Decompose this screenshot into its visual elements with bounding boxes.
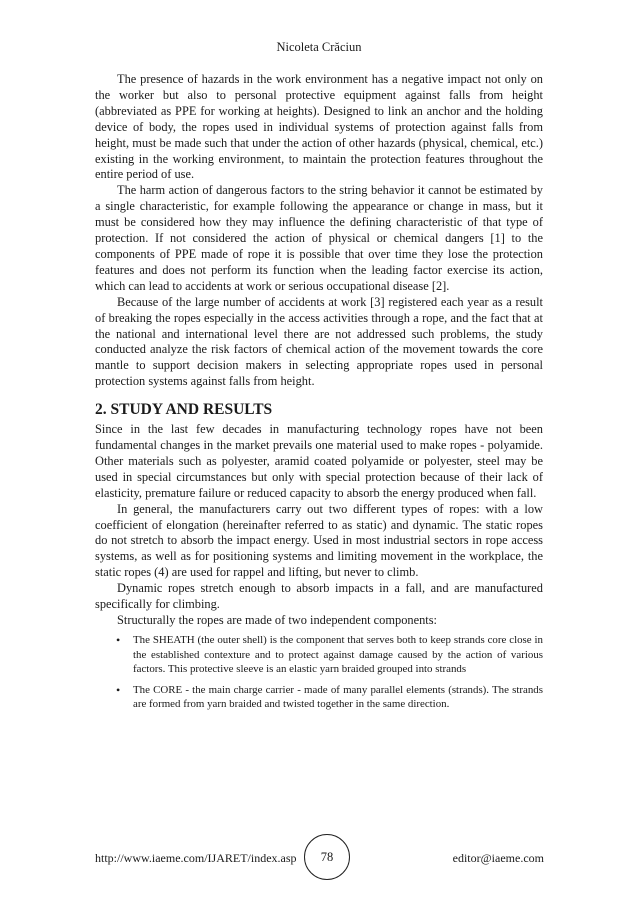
main-text xyxy=(95,72,543,718)
footer-email-link[interactable]: editor@iaeme.com xyxy=(452,851,544,865)
footer-url-link[interactable]: http://www.iaeme.com/IJARET/index.asp xyxy=(95,851,297,865)
page-number: 78 xyxy=(320,849,334,864)
bullet-item-sheath: • The SHEATH (the outer shell) is the component that serves both to keep strands core close in the established contexture and to protect against damage caused by the action of various factors. This protective sleeve is an elastic yarn braided grouped into strands xyxy=(133,633,543,677)
paragraph-intro-2: The harm action of dangerous factors to the string behavior it cannot be estimated by a single characteristic, for example following the appearance or change in mass, but it must be considered how they may influence the defining characteristic of that type of protection. If not considered the action of physical or chemical dangers [1] to the components of PPE made of rope it is possible that over time they lose the protection features and does not perform its function when the leading factor exercise its action, which can lead to accidents at work or serious occupational disease [2]. xyxy=(95,183,543,293)
paragraph-intro-1: The presence of hazards in the work environment has a negative impact not only on the worker but also to personal protective equipment against falls from height (abbreviated as PPE for working at heights). Designed to link an anchor and the holding device of body, the ropes used in individual systems of protection against falls from height, must be made such that under the action of other hazards (physical, chemical, etc.) existing in the working environment, to maintain the protection features throughout the entire period of use. xyxy=(95,72,543,182)
section-heading: 2. STUDY AND RESULTS xyxy=(95,401,273,419)
page-number-badge xyxy=(304,834,350,880)
paragraph-section-1: Since in the last few decades in manufacturing technology ropes have not been fundamental changes in the market prevails one material used to make ropes - polyamide. Other materials such as polyester, aramid coated polyamide or polyester, steel may be used in special circumstances but only with special protection because of their lack of elasticity, premature failure or reduced capacity to absorb the energy produced when fall. xyxy=(95,422,543,500)
paragraph-intro-3: Because of the large number of accidents at work [3] registered each year as a result of breaking the ropes especially in the access activities through a rope, and the fact that at the national and international level there are not addressed such problems, the study conducted analyze the risk factors of chemical action of the movement towards the core mantle to support decision makers in selecting appropriate ropes used in personal protection systems against falls from height. xyxy=(95,294,543,389)
paragraph-section-3: Dynamic ropes stretch enough to absorb impacts in a fall, and are manufactured specifically for climbing. xyxy=(95,581,543,612)
paragraph-section-4: Structurally the ropes are made of two independent components: xyxy=(117,613,437,627)
running-header-author: Nicoleta Crăciun xyxy=(276,40,362,54)
bullet-item-core: • The CORE - the main charge carrier - made of many parallel elements (strands). The strands are formed from yarn braided and twisted together in the same direction. xyxy=(133,683,543,712)
bullet-list xyxy=(95,633,543,712)
paragraph-section-2: In general, the manufacturers carry out two different types of ropes: with a low coefficient of elongation (hereinafter referred to as static) and dynamic. The static ropes do not stretch to absorb the impact energy. Used in most industrial sectors in rope access systems, as well as for positioning systems and limiting movement in the workplace, the static ropes (4) are used for rappel and lifting, but never to climb. xyxy=(95,501,543,580)
